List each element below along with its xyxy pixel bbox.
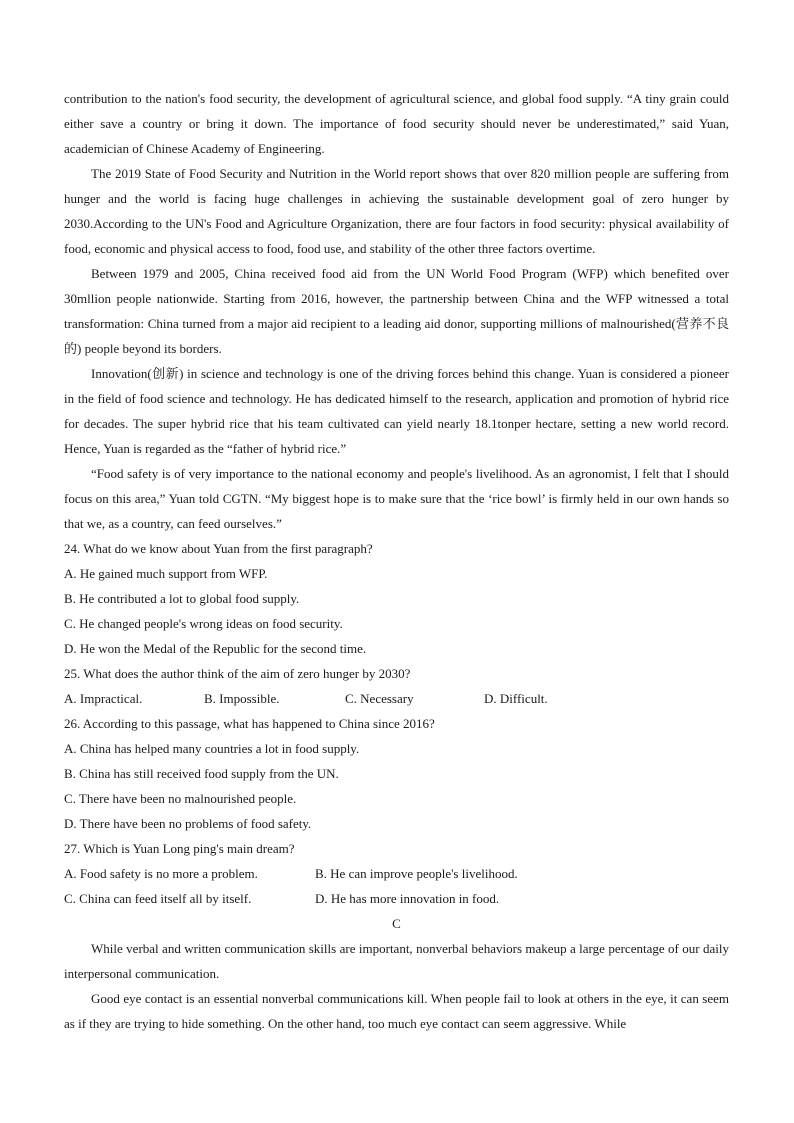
option-c: C. He changed people's wrong ideas on food security. (64, 616, 343, 631)
passage-b-paragraph-4: Innovation(创新) in science and technology is one of the driving forces behind this change. Yuan is considered a pioneer in the field of food science and technology. He has dedicated himself to the research, application and promotion of hybrid rice for decades. The super hybrid rice that his team cultivated can yield nearly 18.1tonper hectare, setting a new world record. Hence, Yuan is regarded as the “father of hybrid rice.” (64, 366, 729, 456)
option-a: A. Food safety is no more a problem. (64, 866, 258, 881)
option-d: D. Difficult. (484, 691, 548, 706)
passage-b-paragraph-2: The 2019 State of Food Security and Nutrition in the World report shows that over 820 million people are suffering from hunger and the world is facing huge challenges in achieving the sustainable development goal of zero hunger by 2030.According to the UN's Food and Agriculture Organization, there are four factors in food security: physical availability of food, economic and physical access to food, food use, and stability of the other three factors overtime. (64, 166, 729, 256)
options-row (64, 686, 729, 711)
option-b: B. China has still received food supply from the UN. (64, 766, 339, 781)
options-row-2 (64, 886, 729, 911)
option-a: A. He gained much support from WFP. (64, 566, 268, 581)
options-row-1 (64, 861, 729, 886)
option-c: C. There have been no malnourished people. (64, 791, 297, 806)
question-24 (64, 536, 729, 661)
passage-b-paragraph-3: Between 1979 and 2005, China received food aid from the UN World Food Program (WFP) which benefited over 30mllion people nationwide. Starting from 2016, however, the partnership between China and the WFP witnessed a total transformation: China turned from a major aid recipient to a leading aid donor, supporting millions of malnourished(营养不良的) people beyond its borders. (64, 266, 729, 356)
exam-page (64, 86, 729, 1036)
passage-c-paragraph-1: While verbal and written communication skills are important, nonverbal behaviors makeup a large percentage of our daily interpersonal communication. (64, 941, 729, 981)
question-stem: 24. What do we know about Yuan from the first paragraph? (64, 541, 373, 556)
question-stem: 25. What does the author think of the aim of zero hunger by 2030? (64, 666, 411, 681)
option-d: D. He won the Medal of the Republic for the second time. (64, 641, 367, 656)
option-b: B. Impossible. (204, 691, 280, 706)
option-d: D. He has more innovation in food. (315, 891, 500, 906)
question-26 (64, 711, 729, 836)
passage-b-paragraph-1: contribution to the nation's food security, the development of agricultural science, and global food supply. “A tiny grain could either save a country or bring it down. The importance of food security should never be underestimated,” said Yuan, academician of Chinese Academy of Engineering. (64, 91, 729, 156)
question-27 (64, 836, 729, 911)
option-a: A. China has helped many countries a lot in food supply. (64, 741, 360, 756)
option-a: A. Impractical. (64, 691, 143, 706)
question-25 (64, 661, 729, 711)
option-d: D. There have been no problems of food safety. (64, 816, 312, 831)
option-c: C. Necessary (345, 691, 414, 706)
option-c: C. China can feed itself all by itself. (64, 891, 252, 906)
option-b: B. He contributed a lot to global food supply. (64, 591, 300, 606)
question-stem: 26. According to this passage, what has happened to China since 2016? (64, 716, 435, 731)
passage-c-paragraph-2: Good eye contact is an essential nonverbal communications kill. When people fail to look at others in the eye, it can seem as if they are trying to hide something. On the other hand, too much eye contact can seem aggressive. While (64, 991, 729, 1031)
question-stem: 27. Which is Yuan Long ping's main dream? (64, 841, 295, 856)
passage-b-paragraph-5: “Food safety is of very importance to the national economy and people's livelihood. As an agronomist, I felt that I should focus on this area,” Yuan told CGTN. “My biggest hope is to make sure that the ‘rice bowl’ is firmly held in our own hands so that we, as a country, can feed ourselves.” (64, 466, 729, 531)
section-c-heading: C (392, 916, 401, 931)
option-b: B. He can improve people's livelihood. (315, 866, 518, 881)
